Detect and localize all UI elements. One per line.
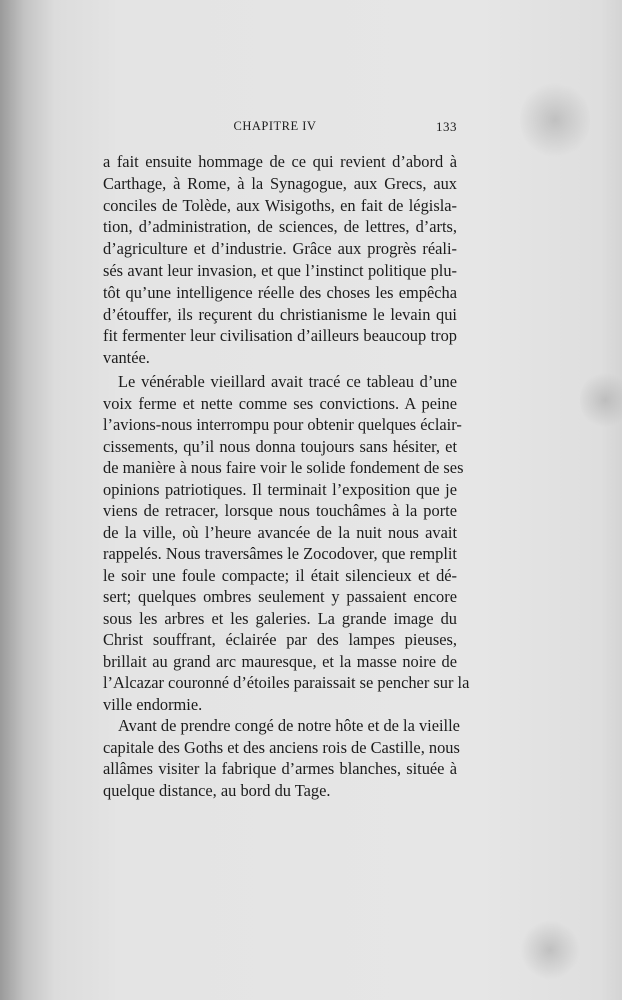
text-line: sous les arbres et les galeries. La grande image du — [103, 608, 457, 628]
text-line: tion, d’administration, de sciences, de lettres, d’arts, — [103, 217, 457, 237]
chapter-title: CHAPITRE IV — [233, 119, 317, 133]
text-line: capitale des Goths et des anciens rois de Castille, nous — [103, 737, 460, 757]
text-line: cissements, qu’il nous donna toujours sans hésiter, et — [103, 436, 457, 456]
text-line: l’Alcazar couronné d’étoiles paraissait se pencher sur la — [103, 673, 470, 692]
text-line: rappelés. Nous traversâmes le Zocodover, que remplit — [103, 544, 457, 563]
text-line: ville endormie. — [103, 694, 203, 714]
text-line: viens de retracer, lorsque nous touchâmes à la porte — [103, 501, 457, 520]
text-line: l’avions-nous interrompu pour obtenir quelques éclair- — [103, 415, 462, 434]
text-line: sert; quelques ombres seulement y passaient encore — [103, 587, 457, 606]
text-line: de manière à nous faire voir le solide fondement de ses — [103, 458, 464, 477]
text-line: sés avant leur invasion, et que l’instinct politique plu- — [103, 261, 457, 280]
text-line: opinions patriotiques. Il terminait l’exposition que je — [103, 479, 457, 499]
text-line: Christ souffrant, éclairée par des lampes pieuses, — [103, 630, 457, 649]
text-line: brillait au grand arc mauresque, et la masse noire de — [103, 651, 457, 671]
text-line: tôt qu’une intelligence réelle des choses les empêcha — [103, 282, 457, 302]
text-line: Carthage, à Rome, à la Synagogue, aux Grecs, aux — [103, 173, 457, 193]
text-line: a fait ensuite hommage de ce qui revient d’abord à — [103, 152, 457, 171]
text-line: de la ville, où l’heure avancée de la nuit nous avait — [103, 522, 457, 542]
text-line: fit fermenter leur civilisation d’ailleurs beaucoup trop — [103, 326, 457, 346]
page-number: 133 — [436, 119, 457, 134]
running-header — [103, 119, 457, 137]
text-line: vantée. — [103, 348, 150, 368]
text-line: d’agriculture et d’industrie. Grâce aux progrès réali- — [103, 239, 457, 259]
text-line: allâmes visiter la fabrique d’armes blanches, située à — [103, 759, 457, 779]
text-line: d’étouffer, ils reçurent du christianisme le levain qui — [103, 304, 457, 324]
text-line: conciles de Tolède, aux Wisigoths, en fait de législa- — [103, 195, 457, 215]
text-line: voix ferme et nette comme ses convictions. A peine — [103, 393, 457, 413]
text-line: le soir une foule compacte; il était silencieux et dé- — [103, 565, 457, 585]
text-line: Le vénérable vieillard avait tracé ce tableau d’une — [118, 372, 457, 391]
text-line: quelque distance, au bord du Tage. — [103, 781, 331, 801]
text-line: Avant de prendre congé de notre hôte et de la vieille — [118, 716, 460, 735]
